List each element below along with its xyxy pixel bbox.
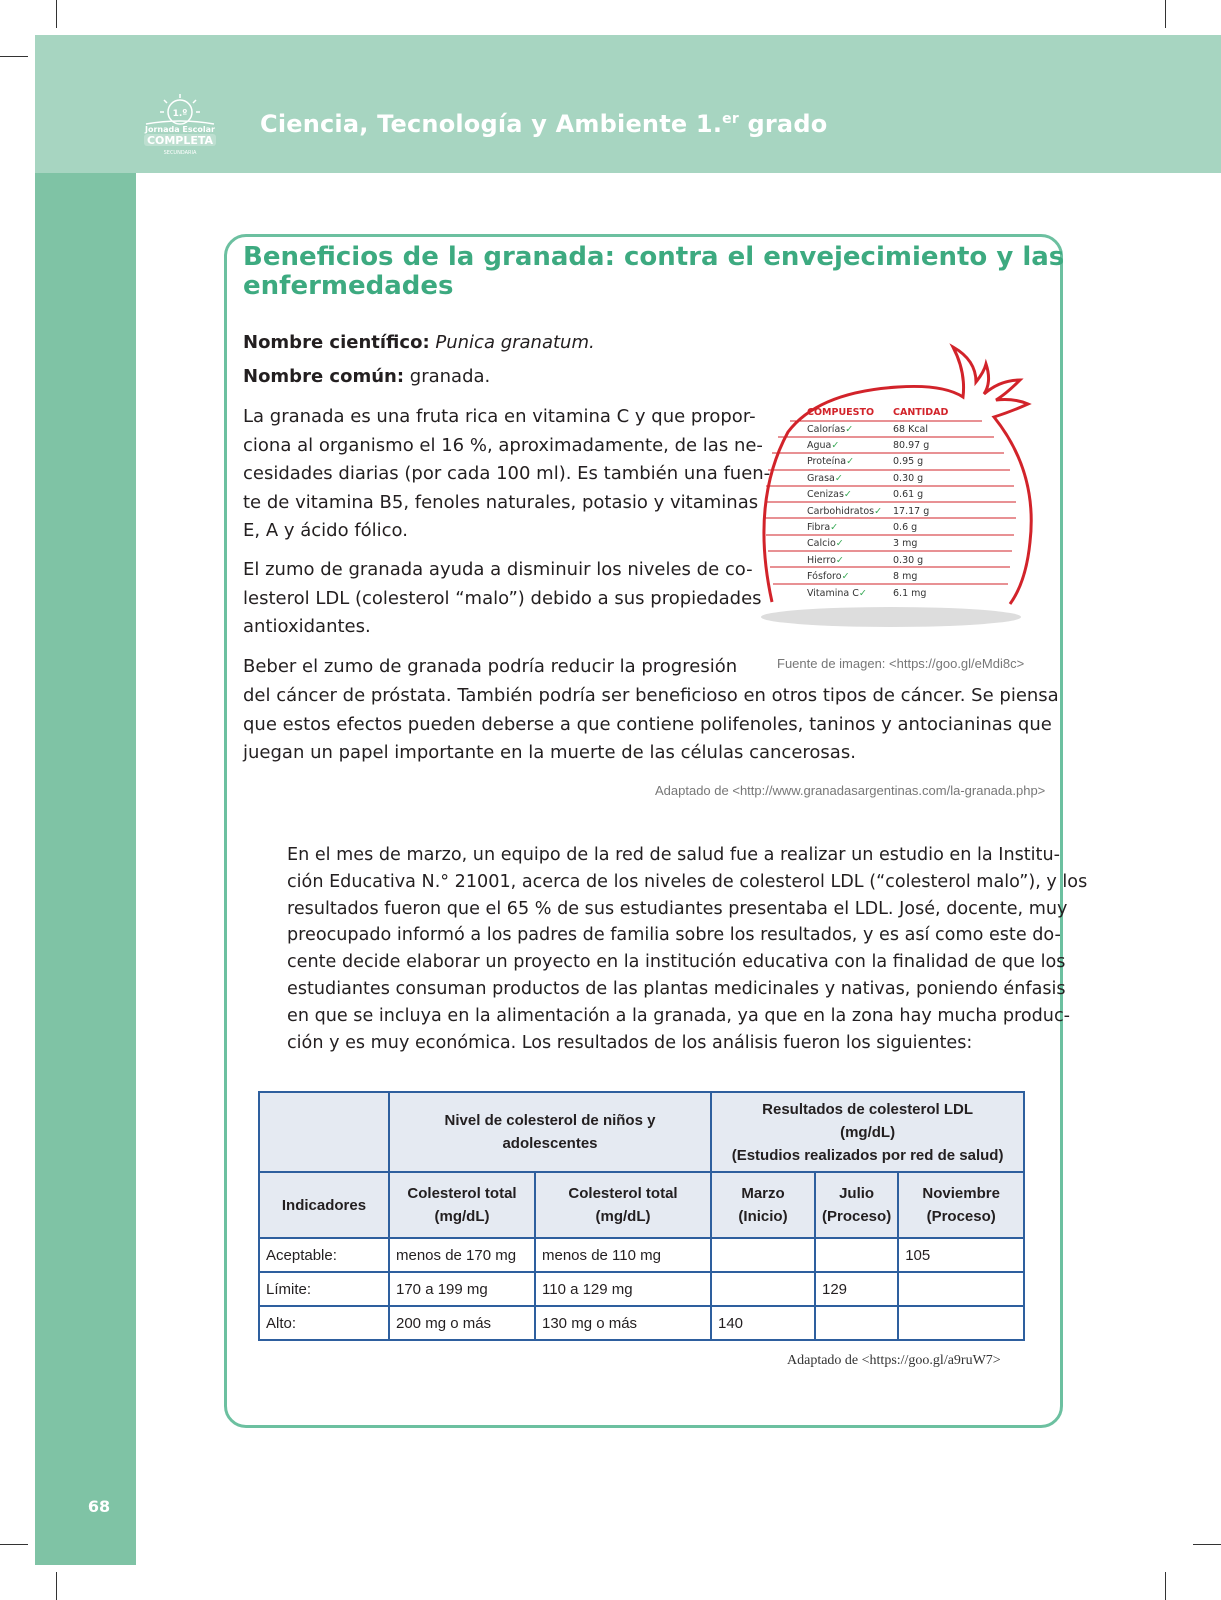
check-icon: ✓ xyxy=(858,587,867,599)
paragraph-vitamins: La granada es una fruta rica en vitamina C y que propor- ciona al organismo el 16 %, aproximadamente, de las ne- cesidades diarias (por cada 100 ml). Es también una fuen- te de vitamina B5, fenoles naturales, potasio y vitaminas E, A y ácido fólico. xyxy=(243,406,771,541)
crop-mark xyxy=(56,0,57,28)
check-icon: ✓ xyxy=(835,554,844,566)
table-row: Alto: 200 mg o más 130 mg o más 140 xyxy=(259,1306,1024,1340)
check-icon: ✓ xyxy=(830,522,839,534)
page-number: 68 xyxy=(87,1497,111,1516)
table-corner xyxy=(259,1092,389,1172)
svg-text:Jornada Escolar: Jornada Escolar xyxy=(145,125,215,134)
side-band xyxy=(35,173,136,1565)
crop-mark xyxy=(0,1544,28,1545)
nutrition-table xyxy=(807,407,987,601)
cholesterol-table xyxy=(258,1091,1025,1341)
article-title: Beneficios de la granada: contra el envejecimiento y las enfermedades xyxy=(243,242,1065,301)
nutrition-row: Agua✓ 80.97 g xyxy=(807,440,930,452)
svg-text:1.º: 1.º xyxy=(172,109,188,119)
check-icon: ✓ xyxy=(831,440,840,452)
nutrition-row: Calorías✓ 68 Kcal xyxy=(807,423,929,435)
nutrition-header: COMPUESTO CANTIDAD xyxy=(807,407,949,418)
header-ldl-results: Resultados de colesterol LDL (mg/dL) (Estudios realizados por red de salud) xyxy=(711,1092,1024,1172)
check-icon: ✓ xyxy=(845,423,854,435)
header-total-cholesterol-1: Colesterol total (mg/dL) xyxy=(389,1172,535,1238)
nutrition-row: Cenizas✓ 0.61 g xyxy=(807,489,924,501)
check-icon: ✓ xyxy=(835,538,844,550)
nutrition-row: Hierro✓ 0.30 g xyxy=(807,554,924,566)
nutrition-row: Vitamina C✓ 6.1 mg xyxy=(807,587,927,599)
header-indicators: Indicadores xyxy=(259,1172,389,1238)
article-source: Adaptado de <http://www.granadasargentinas.com/la-granada.php> xyxy=(655,783,1046,798)
table-source: Adaptado de <https://goo.gl/a9ruW7> xyxy=(787,1353,1001,1368)
table-row: Límite: 170 a 199 mg 110 a 129 mg 129 xyxy=(259,1272,1024,1306)
study-paragraph: En el mes de marzo, un equipo de la red de salud fue a realizar un estudio en la Institu- ción Educativa N.° 21001, acerca de los niveles de colesterol LDL (“colesterol malo”), y los resultados fueron que el 65 % de sus estudiantes presentaba el LDL. José, docente, muy preocupado informó a los padres de familia sobre los resultados, y es así como este do- cente decide elaborar un proyecto en la institución educativa con la finalidad de que los estudiantes consuman productos de las plantas medicinales y nativas, poniendo énfasis en que se incluya en la alimentación a la granada, ya que en la zona hay mucha produc- ción y es muy económica. Los resultados de los análisis fueron los siguientes: xyxy=(287,845,1088,1053)
check-icon: ✓ xyxy=(834,472,843,484)
check-icon: ✓ xyxy=(874,505,883,517)
crop-mark xyxy=(0,56,28,57)
header-march: Marzo (Inicio) xyxy=(711,1172,815,1238)
paragraph-cancer: del cáncer de próstata. También podría ser beneficioso en otros tipos de cáncer. Se piensa que estos efectos pueden deberse a que contiene polifenoles, taninos y antocianinas que juegan un papel importante en la muerte de las células cancerosas. xyxy=(243,685,1059,763)
header-november: Noviembre (Proceso) xyxy=(898,1172,1024,1238)
check-icon: ✓ xyxy=(843,489,852,501)
nutrition-row: Fósforo✓ 8 mg xyxy=(807,571,918,583)
nutrition-row: Fibra✓ 0.6 g xyxy=(807,522,918,534)
nutrition-row: Proteína✓ 0.95 g xyxy=(807,456,924,468)
check-icon: ✓ xyxy=(841,571,850,583)
svg-text:COMPLETA: COMPLETA xyxy=(146,134,214,147)
table-row: Aceptable: menos de 170 mg menos de 110 mg 105 xyxy=(259,1238,1024,1272)
paragraph-cholesterol: El zumo de granada ayuda a disminuir los niveles de co- lesterol LDL (colesterol “malo”) debido a sus propiedades antioxidantes. xyxy=(243,559,762,637)
header-title: Ciencia, Tecnología y Ambiente 1.$^{er}$ grado xyxy=(260,110,828,138)
common-name: Nombre común: granada. xyxy=(243,366,491,387)
check-icon: ✓ xyxy=(846,456,855,468)
crop-mark xyxy=(1165,1572,1166,1600)
nutrition-row: Calcio✓ 3 mg xyxy=(807,538,918,550)
scientific-name: Nombre científico: Punica granatum. xyxy=(243,332,595,353)
crop-mark xyxy=(1165,0,1166,28)
header-july: Julio (Proceso) xyxy=(815,1172,898,1238)
crop-mark xyxy=(56,1572,57,1600)
nutrition-row: Carbohidratos✓ 17.17 g xyxy=(807,505,930,517)
jornada-escolar-logo xyxy=(140,92,220,158)
header-total-cholesterol-2: Colesterol total (mg/dL) xyxy=(535,1172,711,1238)
header-children-levels: Nivel de colesterol de niños y adolescentes xyxy=(389,1092,711,1172)
svg-text:SECUNDARIA: SECUNDARIA xyxy=(163,150,197,156)
nutrition-row: Grasa✓ 0.30 g xyxy=(807,472,924,484)
image-source: Fuente de imagen: <https://goo.gl/eMdi8c> xyxy=(777,656,1025,671)
crop-mark xyxy=(1193,1544,1221,1545)
paragraph-cancer-first-line: Beber el zumo de granada podría reducir la progresión xyxy=(243,656,738,677)
